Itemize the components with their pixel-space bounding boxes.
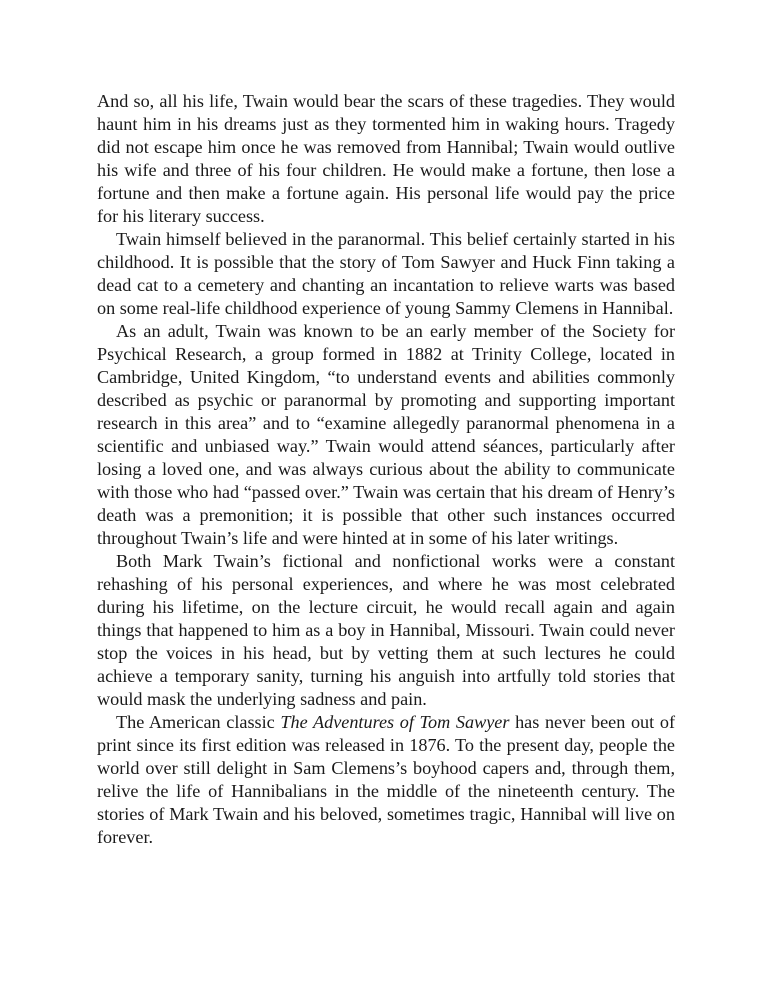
paragraph-1: And so, all his life, Twain would bear the scars of these tragedies. They would haunt him in his dreams just as they tormented him in waking hours. Tragedy did not escape him once he was removed from Hannibal; Twain would outlive his wife and three of his four children. He would make a fortune, then lose a fortune and then make a fortune again. His personal life would pay the price for his literary success. xyxy=(97,91,675,226)
paragraph-3: As an adult, Twain was known to be an early member of the Society for Psychical Research, a group formed in 1882 at Trinity College, located in Cambridge, United Kingdom, “to understand events and abilities commonly described as psychic or paranormal by promoting and supporting important research in this area” and to “examine allegedly paranormal phenomena in a scientific and unbiased way.” Twain would attend séances, particularly after losing a loved one, and was always curious about the ability to communicate with those who had “passed over.” Twain was certain that his dream of Henry’s death was a premonition; it is possible that other such instances occurred throughout Twain’s life and were hinted at in some of his later writings. xyxy=(97,321,675,548)
paragraph-4: Both Mark Twain’s fictional and nonfictional works were a constant rehashing of his personal experiences, and where he was most celebrated during his lifetime, on the lecture circuit, he would recall again and again things that happened to him as a boy in Hannibal, Missouri. Twain could never stop the voices in his head, but by vetting them at such lectures he could achieve a temporary sanity, turning his anguish into artfully told stories that would mask the underlying sadness and pain. xyxy=(97,551,675,709)
book-title: The Adventures of Tom Sawyer xyxy=(280,712,510,732)
paragraph-5-rest: has never been out of print since its first edition was released in 1876. To the present day, people the world over still delight in Sam Clemens’s boyhood capers and, through them, relive the life of Hannibalians in the middle of the nineteenth century. The stories of Mark Twain and his beloved, sometimes tragic, Hannibal will live on forever. xyxy=(97,712,675,847)
paragraph-2: Twain himself believed in the paranormal. This belief certainly started in his childhood. It is possible that the story of Tom Sawyer and Huck Finn taking a dead cat to a cemetery and chanting an incantation to relieve warts was based on some real-life childhood experience of young Sammy Clemens in Hannibal. xyxy=(97,229,675,318)
paragraph-5-lead: The American classic xyxy=(116,712,281,732)
paragraph-5 xyxy=(97,711,675,849)
page-body xyxy=(97,90,675,849)
